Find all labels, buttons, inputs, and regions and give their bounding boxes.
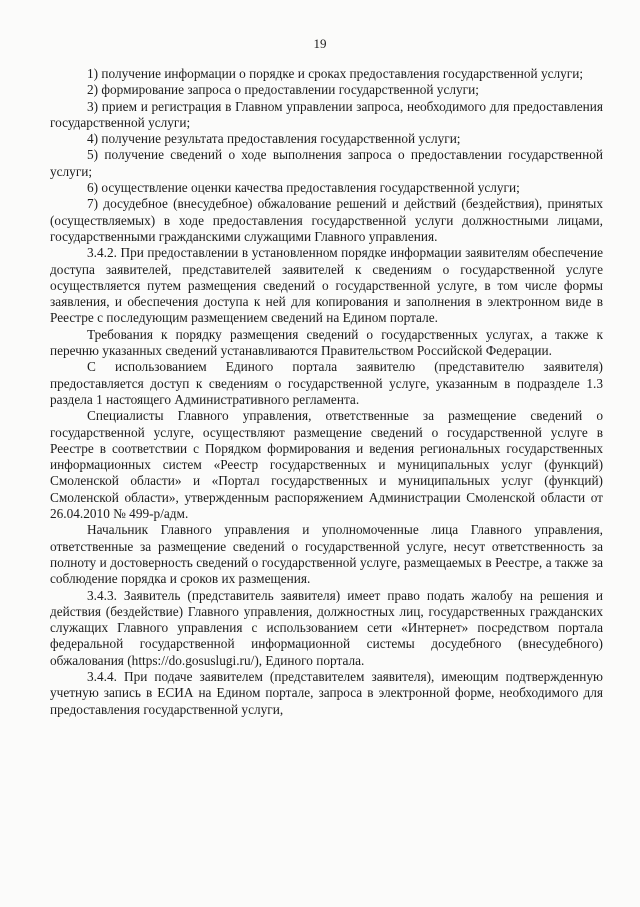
body-text bbox=[50, 66, 603, 718]
paragraph: 6) осуществление оценки качества предоставления государственной услуги; bbox=[87, 180, 520, 196]
paragraph: 3.4.2. При предоставлении в установленном порядке информации заявителям обеспечение доступа заявителей, представителей заявителей к сведениям о государственной услуге осуществляется путем размещения сведений о государственной услуге, в том числе формы заявления, и обеспечения доступа к ней для копирования и заполнения в электронном виде в Реестре с последующим размещением сведений на Едином портале. bbox=[50, 245, 603, 326]
paragraph: 3.4.3. Заявитель (представитель заявителя) имеет право подать жалобу на решения и действия (бездействие) Главного управления, должностных лиц, государственных гражданских служащих Главного управления с использованием сети «Интернет» посредством портала федеральной государственной информационной системы досудебного (внесудебного) обжалования (https://do.gosuslugi.ru/), Единого портала. bbox=[50, 587, 603, 668]
paragraph: Начальник Главного управления и уполномоченные лица Главного управления, ответственные за размещение сведений о государственной услуге, несут ответственность за полноту и достоверность сведений о государственной услуге, размещаемых в Реестре, а также за соблюдение порядка и сроков их размещения. bbox=[50, 522, 603, 587]
page-number: 19 bbox=[313, 36, 327, 51]
paragraph: 4) получение результата предоставления государственной услуги; bbox=[87, 131, 461, 147]
paragraph: 7) досудебное (внесудебное) обжалование решений и действий (бездействия), принятых (осуществляемых) в ходе предоставления государственной услуги должностными лицами, государственными гражданскими служащими Главного управления. bbox=[50, 196, 603, 244]
paragraph: 2) формирование запроса о предоставлении государственной услуги; bbox=[87, 82, 479, 98]
paragraph: Специалисты Главного управления, ответственные за размещение сведений о государственной услуге, осуществляют размещение сведений о государственной услуге в Реестре в соответствии с Порядком формирования и ведения региональных государственных информационных систем «Реестр государственных и муниципальных услуг (функций) Смоленской области» и «Портал государственных и муниципальных услуг (функций) Смоленской области», утвержденным распоряжением Администрации Смоленской области от 26.04.2010 № 499-р/адм. bbox=[50, 408, 603, 522]
paragraph: Требования к порядку размещения сведений о государственных услугах, а также к перечню указанных сведений устанавливаются Правительством Российской Федерации. bbox=[50, 326, 603, 359]
paragraph: 3.4.4. При подаче заявителем (представителем заявителя), имеющим подтвержденную учетную запись в ЕСИА на Едином портале, запроса в электронной форме, необходимого для предоставления государственной услуги, bbox=[50, 668, 603, 717]
paragraph: 3) прием и регистрация в Главном управлении запроса, необходимого для предоставления государственной услуги; bbox=[50, 98, 603, 130]
paragraph: 5) получение сведений о ходе выполнения запроса о предоставлении государственной услуги; bbox=[50, 147, 603, 179]
paragraph: С использованием Единого портала заявителю (представителю заявителя) предоставляется доступ к сведениям о государственной услуге, указанным в подразделе 1.3 раздела 1 настоящего Административного регламента. bbox=[50, 359, 603, 407]
paragraph: 1) получение информации о порядке и сроках предоставления государственной услуги; bbox=[87, 66, 584, 81]
